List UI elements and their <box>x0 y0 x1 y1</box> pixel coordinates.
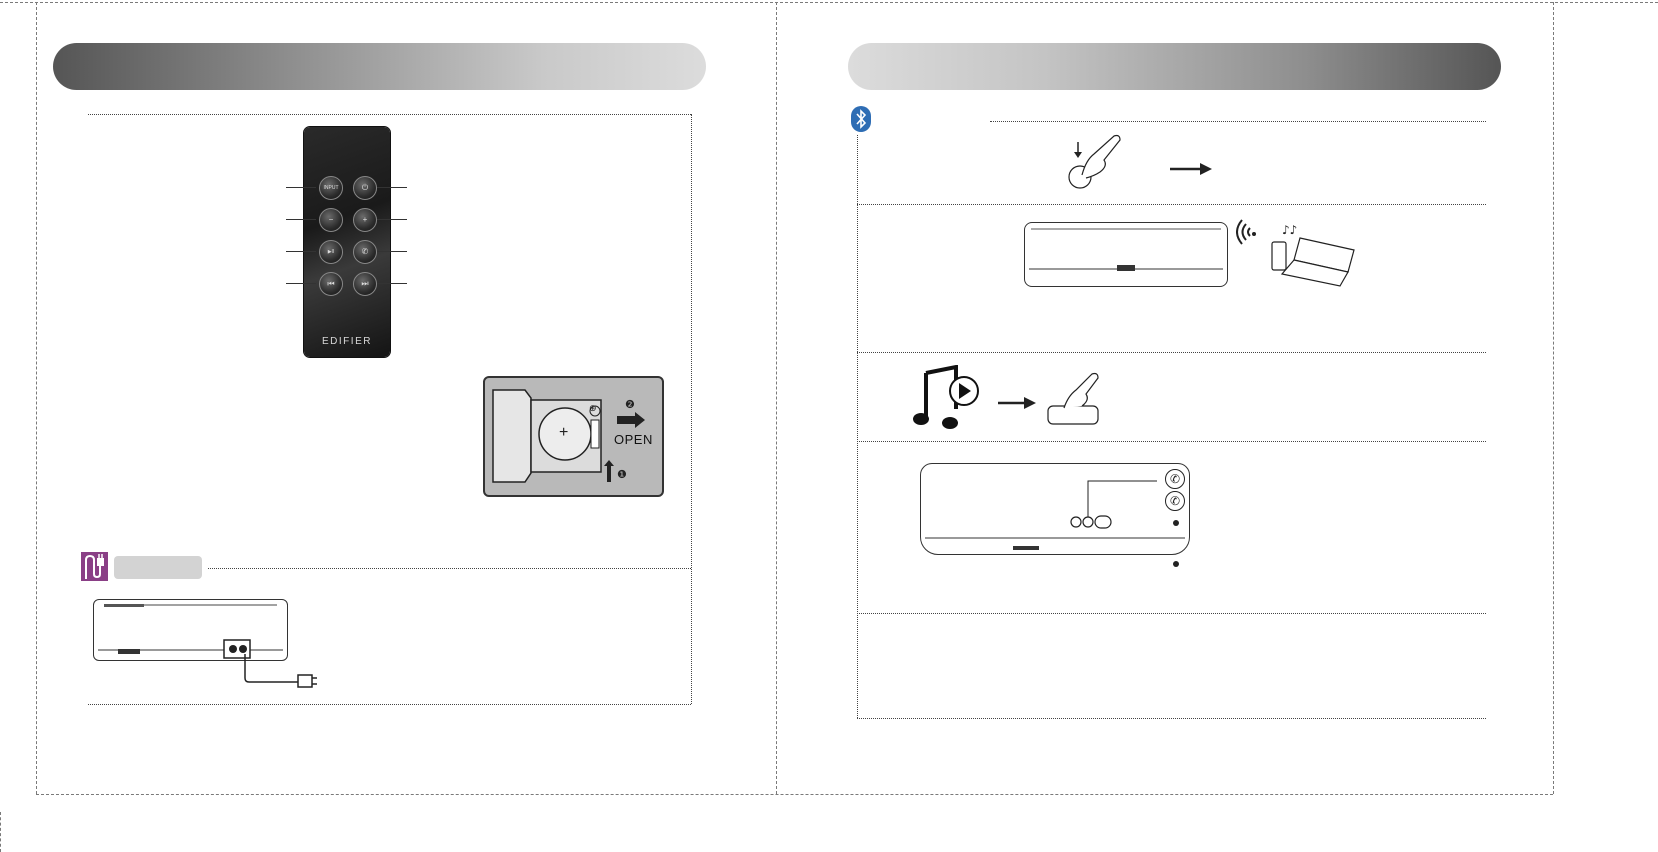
open-label: OPEN <box>614 432 653 447</box>
page-frame-corner <box>0 812 1 852</box>
play-pause-button[interactable]: ▶II <box>319 240 343 264</box>
power-button[interactable]: ⏻ <box>353 176 377 200</box>
right-rule-4 <box>857 613 1486 614</box>
right-arrow-icon <box>1170 162 1214 176</box>
step-2-marker: ❷ <box>625 399 635 411</box>
left-section-bottom-rule <box>88 704 691 705</box>
right-rule-3 <box>857 441 1486 442</box>
phone-laptop-music-illustration <box>1268 220 1360 292</box>
svg-text:♪♪: ♪♪ <box>1282 223 1298 237</box>
left-section-right-rule <box>691 114 692 704</box>
callout-line <box>286 187 316 188</box>
volume-up-button[interactable]: + <box>353 208 377 232</box>
plus-symbol: + <box>559 424 569 441</box>
press-button-illustration <box>1046 368 1106 426</box>
left-section-top-rule <box>88 114 691 115</box>
bullet-point <box>1173 561 1179 567</box>
phone-icon: ✆ <box>1165 491 1185 511</box>
callout-line <box>286 283 316 284</box>
callout-line <box>377 219 407 220</box>
phone-icon: ✆ <box>1165 469 1185 489</box>
power-section-title-pill <box>114 556 202 579</box>
power-adapter-cable <box>240 650 320 690</box>
bluetooth-icon <box>851 106 871 132</box>
previous-track-button[interactable]: ⏮ <box>319 272 343 296</box>
left-header-banner <box>53 43 706 90</box>
wireless-signal-icon <box>1236 216 1266 246</box>
speaker-front-illustration <box>1024 222 1228 287</box>
input-button[interactable]: INPUT <box>319 176 343 200</box>
callout-line <box>377 283 407 284</box>
right-section-left-rule <box>857 135 858 718</box>
step-1-marker: ❶ <box>617 469 627 481</box>
music-play-icon <box>912 365 982 431</box>
page-frame-bottom <box>36 794 1553 795</box>
right-rule-2 <box>857 352 1486 353</box>
callout-line <box>377 187 407 188</box>
phone-button[interactable]: ✆ <box>353 240 377 264</box>
page-divider <box>776 2 777 794</box>
next-track-button[interactable]: ⏭ <box>353 272 377 296</box>
speaker-top-illustration <box>920 463 1190 555</box>
battery-compartment-illustration <box>483 376 664 497</box>
page-frame-left <box>36 2 37 794</box>
power-plug-icon <box>81 552 108 581</box>
right-rule-5 <box>857 718 1486 719</box>
callout-line <box>286 251 316 252</box>
plus-terminal-symbol: ⊕ <box>589 403 597 413</box>
remote-control <box>304 127 390 357</box>
remote-brand-logo: EDIFIER <box>322 336 372 347</box>
volume-down-button[interactable]: − <box>319 208 343 232</box>
page-frame-right <box>1553 2 1554 794</box>
page-frame-top <box>0 2 1658 3</box>
right-arrow-icon <box>998 396 1038 410</box>
callout-line <box>377 251 407 252</box>
right-header-banner <box>848 43 1501 90</box>
bluetooth-header-rule <box>990 121 1486 122</box>
callout-line <box>286 219 316 220</box>
press-button-illustration <box>1056 130 1126 190</box>
left-power-rule <box>208 568 691 569</box>
right-rule-1 <box>857 204 1486 205</box>
bullet-point <box>1173 520 1179 526</box>
